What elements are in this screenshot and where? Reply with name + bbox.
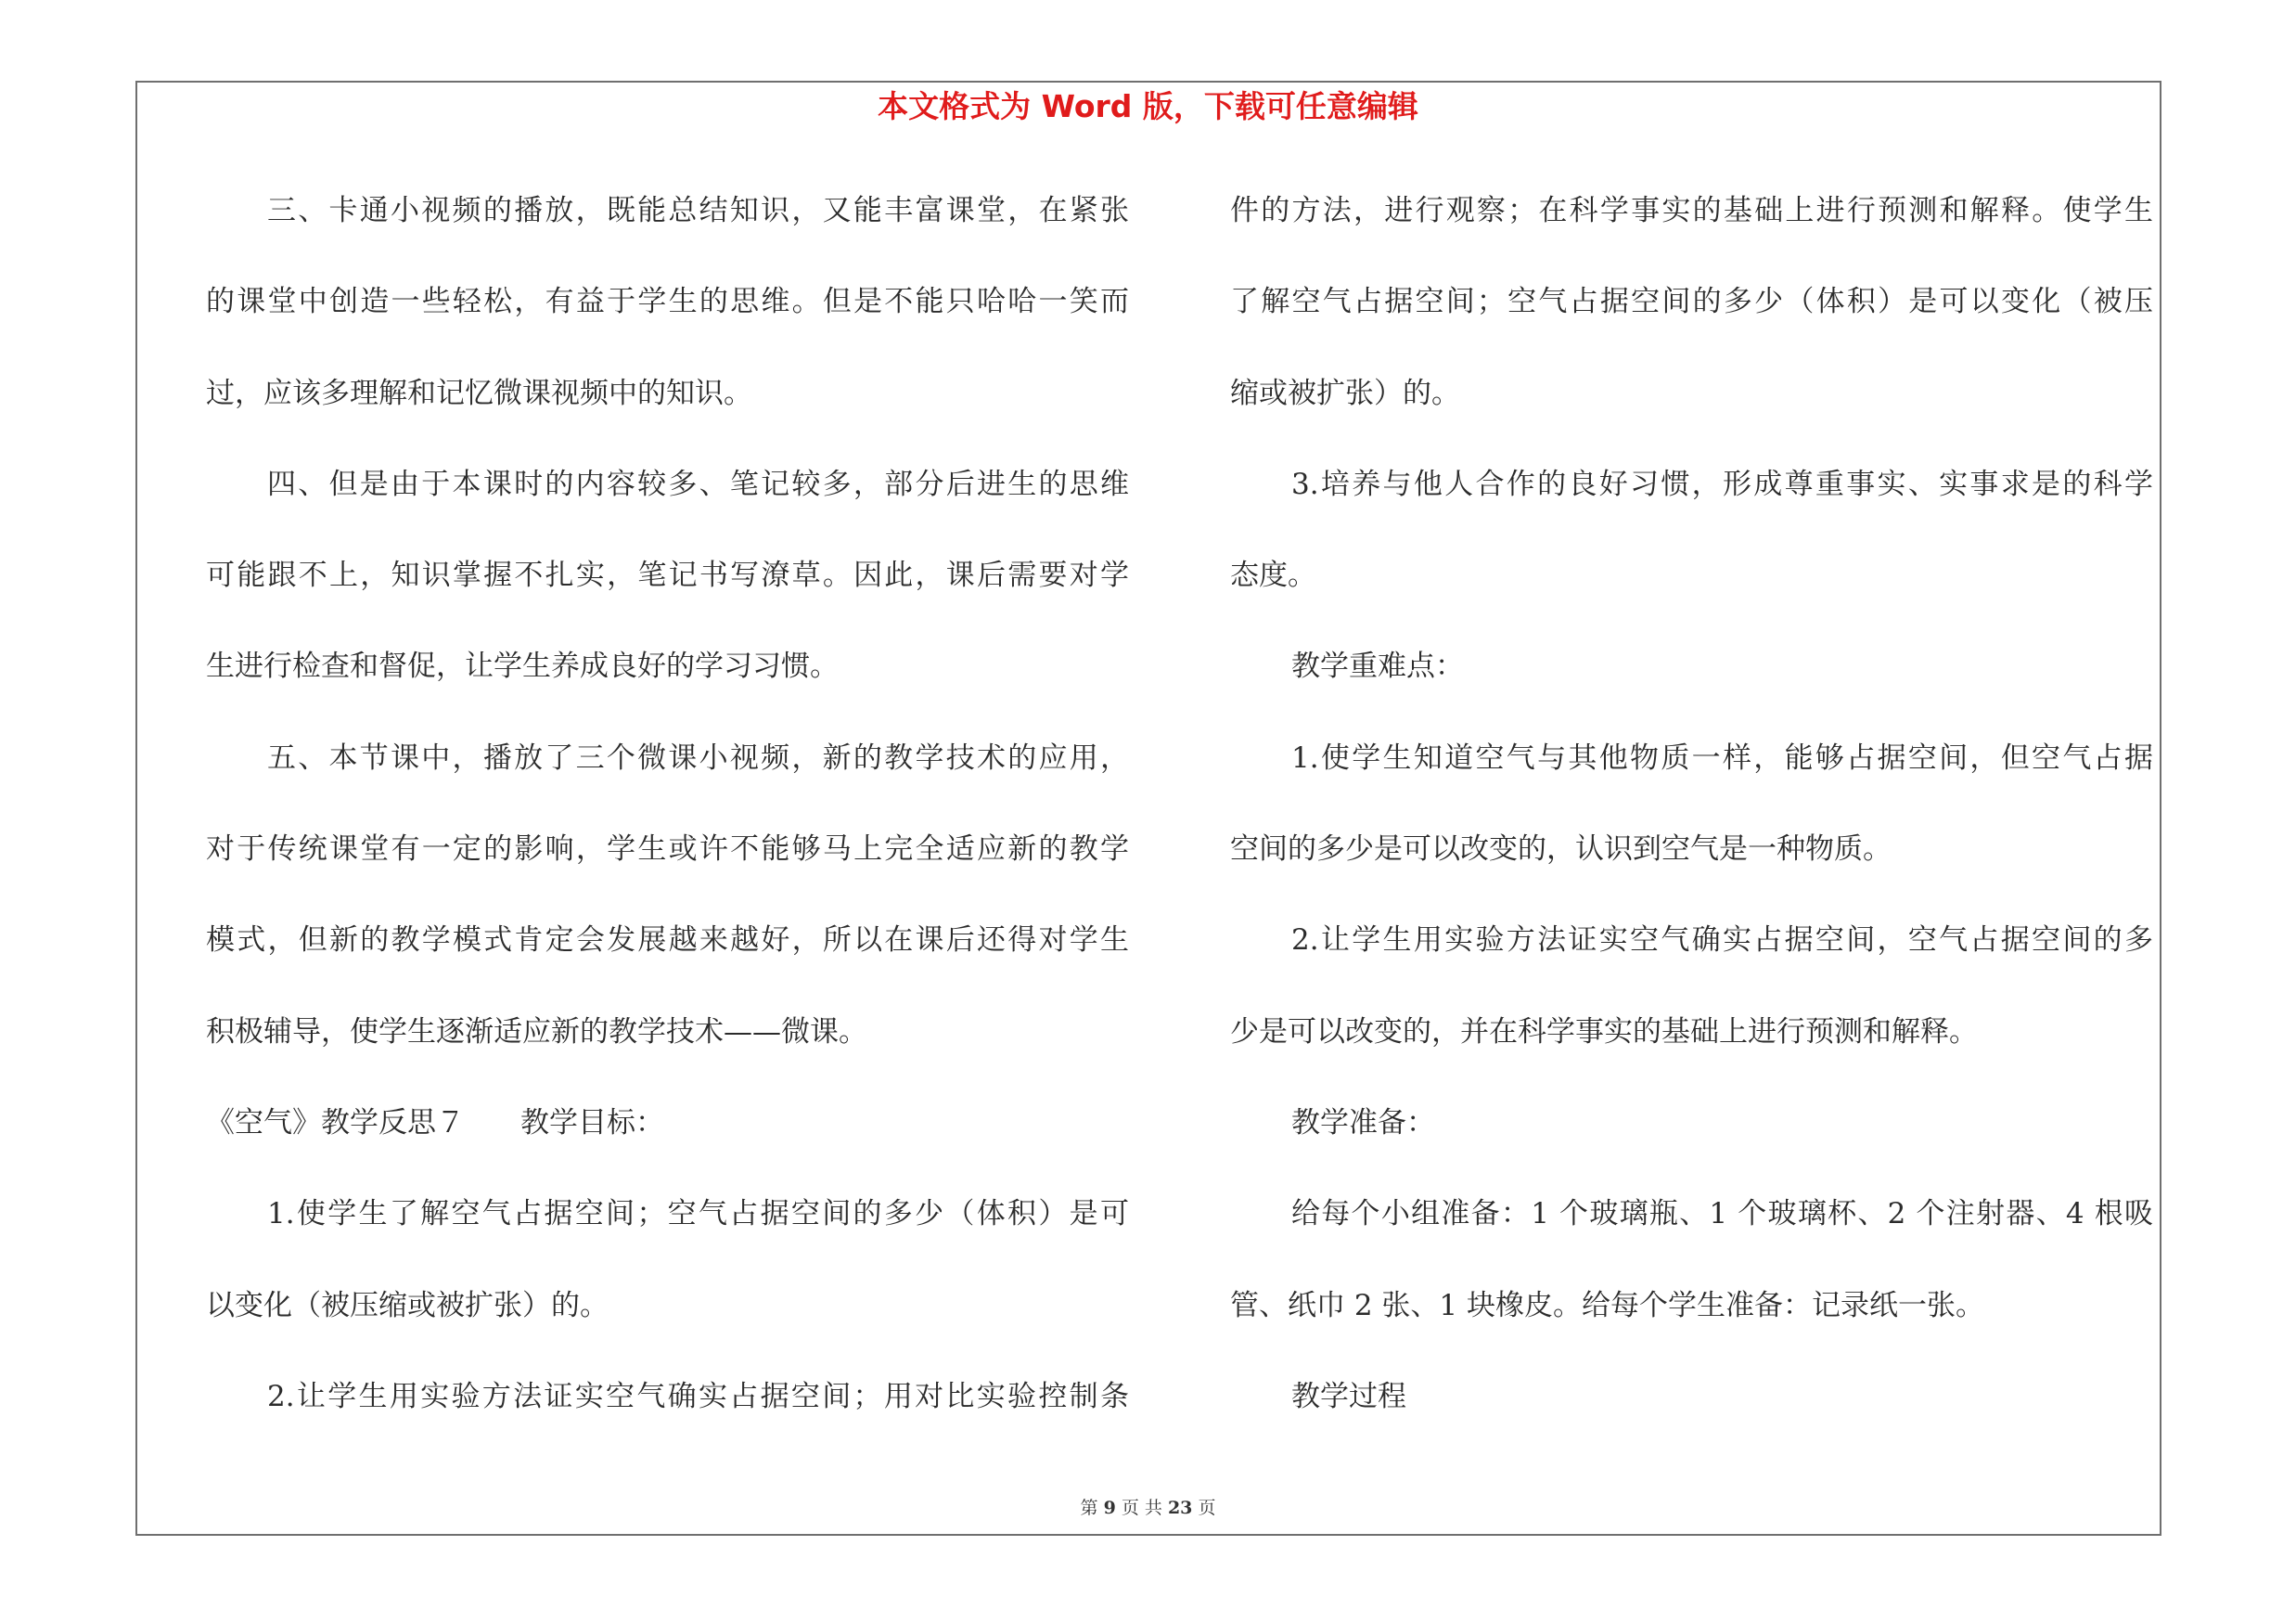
- text-line: 以变化（被压缩或被扩张）的。: [206, 1288, 609, 1322]
- text-line: 可能跟不上，知识掌握不扎实，笔记书写潦草。因此，课后需要对学: [206, 559, 1129, 593]
- footer-suffix: 页: [1198, 1498, 1216, 1518]
- footer-prefix: 第: [1080, 1498, 1098, 1518]
- right-column: [1230, 187, 2153, 1464]
- objectives-label: 教学目标：: [520, 1105, 664, 1140]
- text-line: 2.让学生用实验方法证实空气确实占据空间；用对比实验控制条: [267, 1379, 1129, 1413]
- section-heading: 教学准备：: [1291, 1105, 1435, 1140]
- text-line: 管、纸巾 2 张、1 块橡皮。给每个学生准备：记录纸一张。: [1230, 1288, 1985, 1322]
- text-line: 对于传统课堂有一定的影响，学生或许不能够马上完全适应新的教学: [206, 832, 1129, 867]
- left-column: [206, 187, 1129, 1464]
- page-footer: [0, 1494, 2296, 1522]
- section-heading: 教学重难点：: [1291, 650, 1464, 684]
- section-heading: 教学过程: [1291, 1379, 1406, 1413]
- text-line: 四、但是由于本课时的内容较多、笔记较多，部分后进生的思维: [267, 467, 1129, 501]
- reflection-title: 《空气》教学反思７: [206, 1105, 465, 1140]
- text-line: 积极辅导，使学生逐渐适应新的教学技术——微课。: [206, 1014, 867, 1049]
- text-line: 给每个小组准备：1 个玻璃瓶、1 个玻璃杯、2 个注射器、4 根吸: [1291, 1197, 2153, 1231]
- text-line: 三、卡通小视频的播放，既能总结知识，又能丰富课堂，在紧张: [267, 194, 1129, 227]
- section-heading: [206, 1100, 1129, 1191]
- format-banner: 本文格式为 Word 版，下载可任意编辑: [878, 88, 1418, 124]
- text-line: 模式，但新的教学模式肯定会发展越来越好，所以在课后还得对学生: [206, 923, 1129, 958]
- text-line: 缩或被扩张）的。: [1230, 376, 1460, 410]
- text-line: 1.使学生了解空气占据空间；空气占据空间的多少（体积）是可: [267, 1197, 1129, 1231]
- text-line: 五、本节课中，播放了三个微课小视频，新的教学技术的应用，: [267, 741, 1129, 775]
- text-line: 2.让学生用实验方法证实空气确实占据空间，空气占据空间的多: [1291, 923, 2153, 958]
- text-line: 1.使学生知道空气与其他物质一样，能够占据空间，但空气占据: [1291, 741, 2153, 775]
- total-page-count: 23: [1167, 1498, 1193, 1518]
- text-line: 过，应该多理解和记忆微课视频中的知识。: [206, 376, 752, 410]
- text-line: 了解空气占据空间；空气占据空间的多少（体积）是可以变化（被压: [1230, 285, 2153, 319]
- footer-middle: 页 共: [1121, 1498, 1162, 1518]
- text-line: 件的方法，进行观察；在科学事实的基础上进行预测和解释。使学生: [1230, 194, 2153, 227]
- text-line: 空间的多少是可以改变的，认识到空气是一种物质。: [1230, 832, 1892, 867]
- text-line: 3.培养与他人合作的良好习惯，形成尊重事实、实事求是的科学: [1291, 467, 2153, 501]
- text-line: 的课堂中创造一些轻松，有益于学生的思维。但是不能只哈哈一笑而: [206, 285, 1129, 319]
- text-line: 少是可以改变的，并在科学事实的基础上进行预测和解释。: [1230, 1014, 1978, 1049]
- text-line: 态度。: [1230, 559, 1316, 593]
- current-page-number: 9: [1103, 1498, 1116, 1518]
- text-line: 生进行检查和督促，让学生养成良好的学习习惯。: [206, 650, 839, 684]
